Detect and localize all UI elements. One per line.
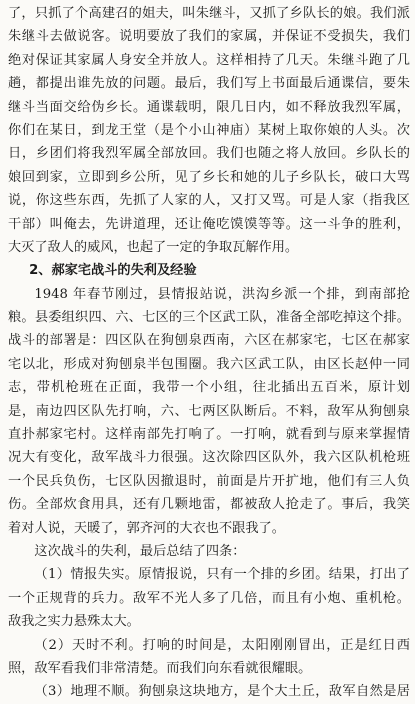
section-heading: 2、郝家宅战斗的失利及经验 (29, 263, 197, 279)
text-line: 直扑郝家宅村。这样南部先打响了。一打响，就看到与原来掌握情 (8, 427, 410, 443)
text-line: 朱继斗去做说客。说明要放了我们的家属，并保证不受损失，我们 (8, 29, 410, 45)
text-line: 是，南边四区队先打响，六、七两区队断后。不料，敌军从狗刨泉 (8, 403, 410, 419)
text-line: 照，敌军看我们非常清楚。而我们向东看就很耀眼。 (8, 660, 312, 676)
text-line: 说，你这些东西，先抓了人家的人，又打又骂。可是人家（指我区 (8, 193, 410, 209)
text-line: 着对人说，天暖了，郭齐河的大衣也不跟我了。 (8, 520, 285, 536)
text-line: 你们在某日，到龙王堂（是个小山神庙）某树上取你娘的人头。次 (8, 122, 410, 138)
text-line: （1）情报失实。原情报说，只有一个排的乡团。结果，打出了 (34, 567, 410, 583)
text-line: 1948 年春节刚过，县情报站说，洪沟乡派一个排，到南部抢 (34, 286, 410, 302)
text-line: 娘回到家，立即到乡公所，见了乡长和她的儿子乡队长，破口大骂 (8, 169, 410, 185)
text-line: 一个民兵负伤，七区队因撤退时，前面是片开扩地，他们有三人负 (8, 473, 410, 489)
text-line: 一个正规背的兵力。敌军不光人多了几倍，而且有小炮、重机枪。 (8, 590, 410, 606)
text-line: 敌我之实力悬殊太大。 (8, 614, 140, 630)
text-line: 这次战斗的失利，最后总结了四条： (34, 543, 246, 559)
text-line: 志，带机枪班在正面，我带一个小组，往北插出五百米，原计划 (8, 380, 410, 396)
text-line: （3）地理不顺。狗刨泉这块地方，是个大土丘，敌军自然是居 (34, 684, 410, 700)
text-line: 趟，都提出谁先放的问题。最后，我们写上书面最后通谍信，要朱 (8, 76, 410, 92)
text-line: 粮。县委组织四、六、七区的三个区武工队，准备全部吃掉这个排。 (8, 310, 410, 326)
text-line: 况大有变化，敌军战斗力很强。这次除四区队外，我六区队机枪班 (8, 450, 410, 466)
text-line: 干部）叫俺去，先讲道理，还让俺吃馍馍等等。这一斗争的胜利， (8, 216, 410, 232)
text-line: 宅以北，形成对狗刨泉半包围圈。我六区武工队，由区长赵仲一同 (8, 356, 410, 372)
text-line: （2）天时不利。打响的时间是，太阳刚刚冒出，正是红日西 (34, 637, 410, 653)
text-line: 绝对保证其家属人身安全并放人。这样相持了几天。朱继斗跑了几 (8, 52, 410, 68)
text-line: 继斗当面交给伪乡长。通谍载明，限几日内，如不释放我烈军属， (8, 99, 410, 115)
text-line: 大灭了敌人的威风，也起了一定的争取瓦解作用。 (8, 239, 299, 255)
text-line: 伤。全部炊食用具，还有几颗地雷，都被敌人抢走了。事后，我笑 (8, 497, 410, 513)
page-body-text (8, 2, 410, 704)
text-line: 战斗的部署是：四区队在狗刨泉西南，六区在郝家宅，七区在郝家 (8, 333, 410, 349)
text-line: 了，只抓了个高建召的姐夫，叫朱继斗，又抓了乡队长的娘。我们派 (8, 6, 410, 21)
text-line: 日，乡团们将我烈军属全部放回。我们也随之将人放回。乡队长的 (8, 146, 410, 162)
